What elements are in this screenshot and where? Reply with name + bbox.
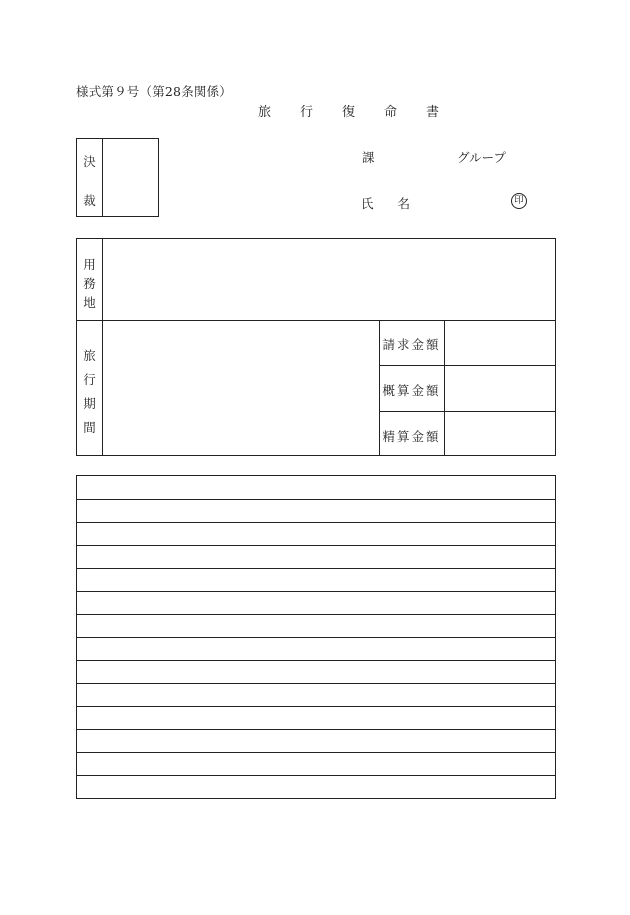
travel-period-field[interactable] (103, 321, 379, 455)
name-label: 氏 名 (361, 196, 420, 211)
approval-box (76, 138, 159, 217)
report-line[interactable] (77, 706, 555, 729)
seal-mark: 印 (511, 193, 527, 209)
approval-divider (102, 139, 103, 216)
report-line[interactable] (77, 775, 555, 798)
location-label-char-1: 用 (83, 257, 96, 272)
report-line[interactable] (77, 660, 555, 683)
estimated-amount-field[interactable] (445, 366, 555, 411)
requested-amount-label: 請求金額 (382, 337, 441, 352)
business-location-field[interactable] (103, 239, 555, 320)
report-lines-table (76, 475, 556, 799)
form-number: 様式第９号（第28条関係） (76, 84, 233, 99)
report-line[interactable] (77, 683, 555, 706)
settled-amount-label: 精算金額 (382, 429, 441, 444)
approval-label-bottom: 裁 (83, 193, 96, 208)
requested-amount-field[interactable] (445, 321, 555, 365)
approval-label-top: 決 (83, 154, 96, 169)
report-line[interactable] (77, 752, 555, 775)
report-line[interactable] (77, 637, 555, 660)
location-label-char-2: 務 (83, 276, 96, 291)
report-line[interactable] (77, 499, 555, 522)
report-line[interactable] (77, 522, 555, 545)
report-line[interactable] (77, 476, 555, 499)
report-line[interactable] (77, 568, 555, 591)
report-line[interactable] (77, 591, 555, 614)
location-label-char-3: 地 (83, 295, 96, 310)
settled-amount-field[interactable] (445, 412, 555, 455)
period-label-char-3: 期 (83, 396, 96, 411)
department-label: 課 (362, 150, 375, 165)
report-line[interactable] (77, 614, 555, 637)
period-label-char-2: 行 (83, 372, 96, 387)
estimated-amount-label: 概算金額 (382, 383, 441, 398)
report-line[interactable] (77, 545, 555, 568)
document-title: 旅 行 復 命 書 (258, 105, 448, 120)
travel-info-table (76, 238, 556, 456)
period-label-char-4: 間 (83, 420, 96, 435)
group-label: グループ (457, 150, 507, 165)
period-label-char-1: 旅 (83, 348, 96, 363)
report-line[interactable] (77, 729, 555, 752)
